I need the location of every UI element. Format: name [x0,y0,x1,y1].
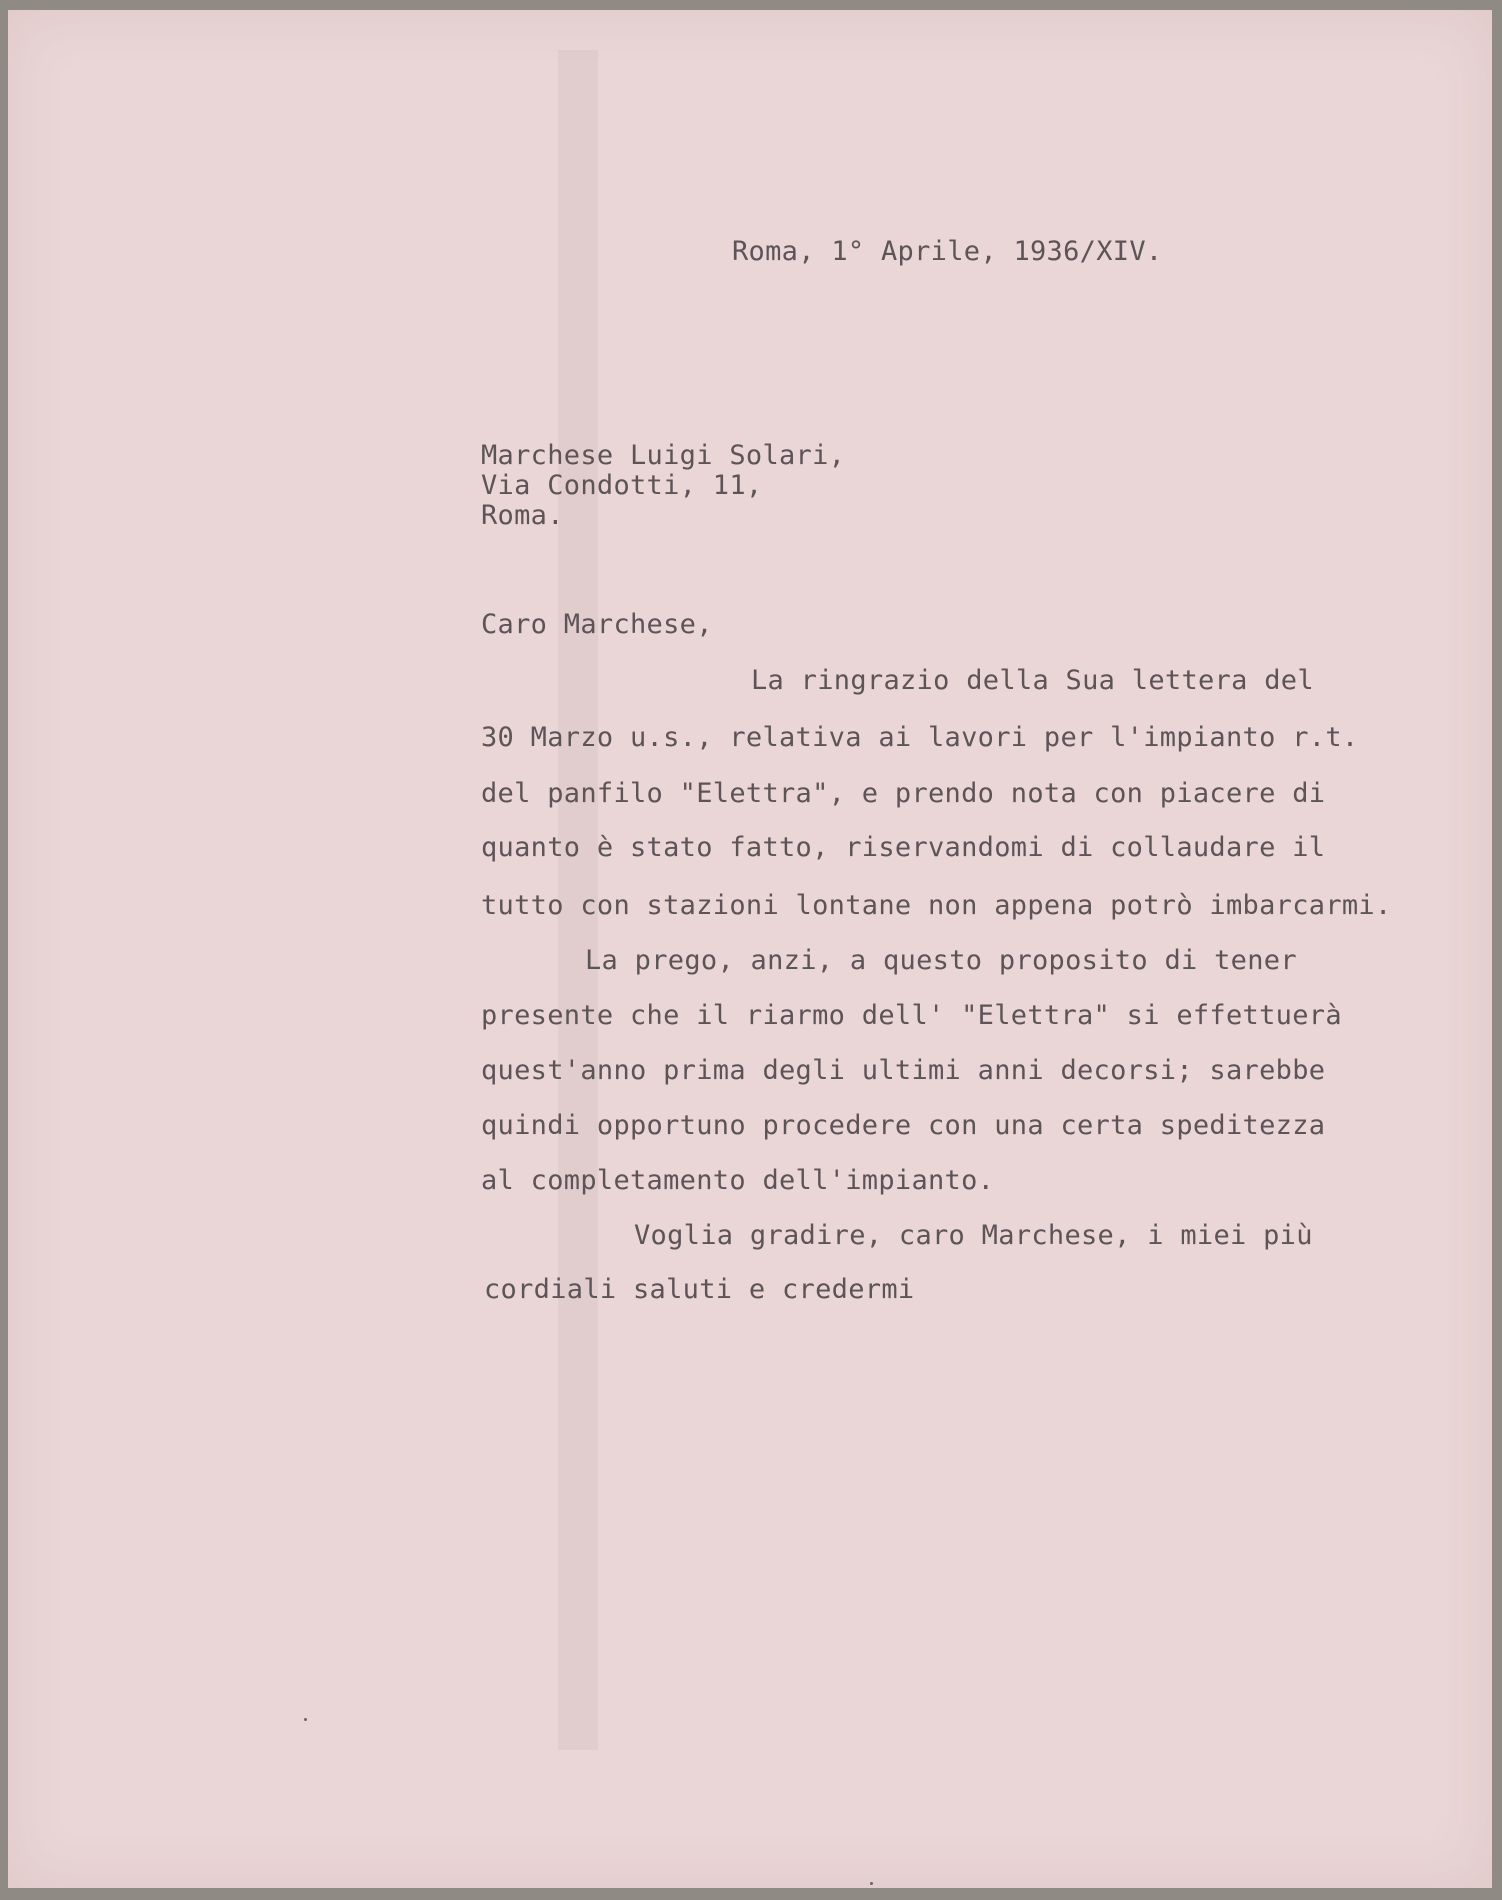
paragraph-2-line: al completamento dell'impianto. [481,1165,995,1196]
salutation: Caro Marchese, [481,609,713,640]
paragraph-2-line: La prego, anzi, a questo proposito di tener [585,945,1297,976]
recipient-city: Roma. [481,500,564,531]
paper-speck [870,1882,873,1885]
paragraph-1-line: del panfilo "Elettra", e prendo nota con piacere di [481,778,1326,809]
paragraph-1-line: 30 Marzo u.s., relativa ai lavori per l'impianto r.t. [481,722,1359,753]
letter-sheet [8,10,1492,1888]
closing-line: cordiali saluti e credermi [484,1274,915,1305]
recipient-street: Via Condotti, 11, [481,470,763,501]
paragraph-1-line: tutto con stazioni lontane non appena potrò imbarcarmi. [481,890,1392,921]
closing-line: Voglia gradire, caro Marchese, i miei più [634,1220,1313,1251]
paragraph-1-line: La ringrazio della Sua lettera del [751,665,1314,696]
letter-date: Roma, 1° Aprile, 1936/XIV. [732,236,1163,267]
paragraph-2-line: quindi opportuno procedere con una certa speditezza [481,1110,1326,1141]
recipient-name: Marchese Luigi Solari, [481,440,846,471]
letter-body [8,10,1492,1888]
paper-speck [304,1718,307,1721]
paragraph-2-line: quest'anno prima degli ultimi anni decorsi; sarebbe [481,1055,1326,1086]
paragraph-2-line: presente che il riarmo dell' "Elettra" si effettuerà [481,1000,1342,1031]
paragraph-1-line: quanto è stato fatto, riservandomi di collaudare il [481,832,1326,863]
